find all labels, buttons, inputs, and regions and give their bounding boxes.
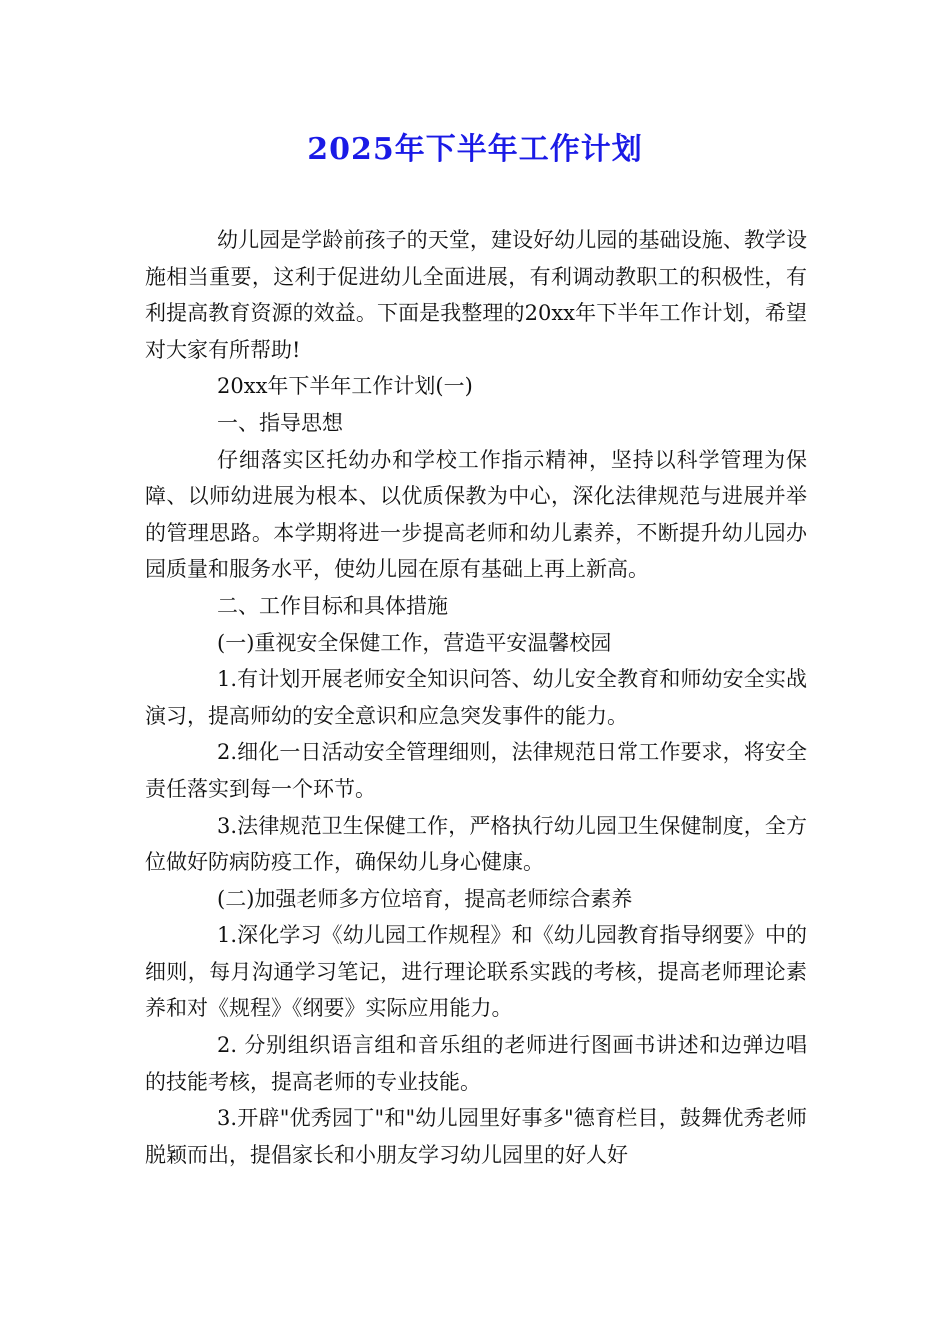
guiding-thought-paragraph: 仔细落实区托幼办和学校工作指示精神，坚持以科学管理为保障、以师幼进展为根本、以优质保教为中心，深化法律规范与进展并举的管理思路。本学期将进一步提高老师和幼儿素养，不断提升幼儿园办园质量和服务水平，使幼儿园在原有基础上再上新高。 [145,447,807,582]
training-item-2: 2. 分别组织语言组和音乐组的老师进行图画书讲述和边弹边唱的技能考核，提高老师的专业技能。 [145,1033,807,1094]
safety-item-3: 3.法律规范卫生保健工作，严格执行幼儿园卫生保健制度，全方位做好防病防疫工作，确保幼儿身心健康。 [145,813,807,875]
subsection-heading-teacher-training: (二)加强老师多方位培育，提高老师综合素养 [217,886,633,911]
document-body [145,222,807,1173]
safety-item-1: 1.有计划开展老师安全知识问答、幼儿安全教育和师幼安全实战演习，提高师幼的安全意识和应急突发事件的能力。 [145,667,807,728]
training-item-3: 3.开辟"优秀园丁"和"幼儿园里好事多"德育栏目，鼓舞优秀老师脱颖而出，提倡家长和小朋友学习幼儿园里的好人好 [145,1106,807,1167]
plan-heading: 20xx年下半年工作计划(一) [217,374,473,399]
subsection-heading-safety: (一)重视安全保健工作，营造平安温馨校园 [217,630,612,655]
intro-paragraph: 幼儿园是学龄前孩子的天堂，建设好幼儿园的基础设施、教学设施相当重要，这利于促进幼儿全面进展，有利调动教职工的积极性，有利提高教育资源的效益。下面是我整理的20xx年下半年工作计划，希望对大家有所帮助! [145,228,807,362]
safety-item-2: 2.细化一日活动安全管理细则，法律规范日常工作要求，将安全责任落实到每一个环节。 [145,740,807,801]
training-item-1: 1.深化学习《幼儿园工作规程》和《幼儿园教育指导纲要》中的细则，每月沟通学习笔记，进行理论联系实践的考核，提高老师理论素养和对《规程》《纲要》实际应用能力。 [145,923,807,1021]
section-heading-goals: 二、工作目标和具体措施 [217,593,448,618]
section-heading-guiding-thought: 一、指导思想 [217,410,343,435]
document-title: 2025年下半年工作计划 [307,132,643,167]
